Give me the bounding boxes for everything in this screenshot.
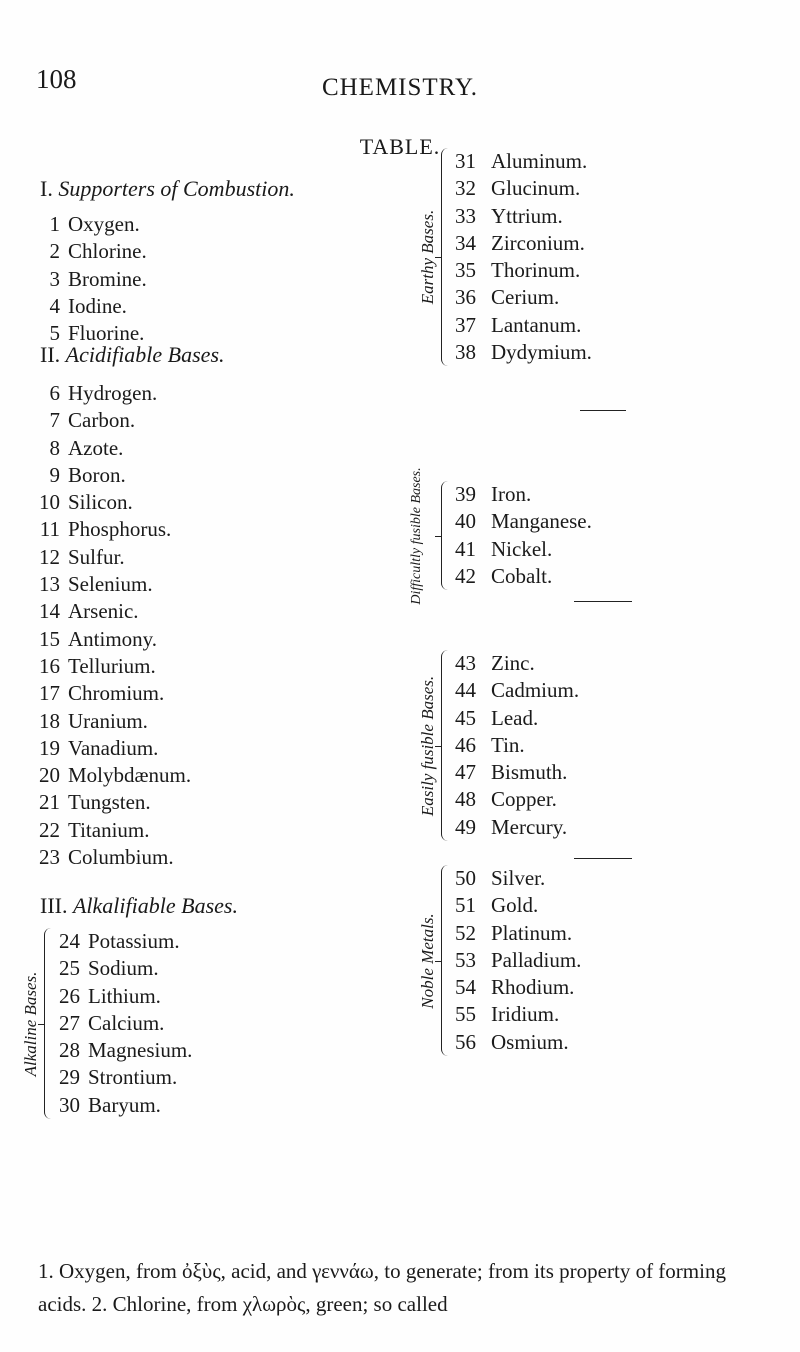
easily-fusible-group [415,650,579,841]
element-name: Carbon. [68,408,136,433]
element-row [455,230,592,257]
element-name: Hydrogen. [68,381,158,405]
element-row [38,735,191,762]
element-name: Oxygen. [68,212,140,236]
element-name: Columbium. [68,845,174,870]
element-row [455,257,592,284]
element-name: Platinum. [491,920,573,945]
section-1-title: Supporters of Combustion. [58,176,295,201]
element-row [38,407,191,434]
element-number: 13 [39,572,60,597]
section-1-prefix: I. [40,176,53,201]
element-name: Potassium. [88,929,180,953]
element-row [455,677,579,704]
element-name: Azote. [68,435,124,460]
element-name: Thorinum. [491,258,581,283]
element-name: Calcium. [88,1010,165,1035]
element-name: Chromium. [68,681,165,706]
element-name: Palladium. [491,947,582,972]
difficultly-fusible-label: Difficultly fusible Bases. [409,466,424,605]
element-row [455,974,581,1001]
element-row [455,563,592,590]
element-number: 47 [455,760,476,785]
element-row [38,653,191,680]
element-name: Iron. [491,482,532,506]
element-name: Chlorine. [68,239,147,264]
element-number: 38 [455,340,476,365]
alkaline-bases-brace [44,928,54,1119]
page-number: 108 [36,64,77,94]
element-row [38,211,147,238]
noble-metals-list [455,865,581,1056]
element-number: 48 [455,787,476,812]
element-name: Zinc. [491,651,535,675]
element-number: 25 [59,956,80,981]
element-row [455,1001,581,1028]
element-name: Gold. [491,893,539,918]
element-row [58,1037,192,1064]
element-row [38,708,191,735]
element-name: Baryum. [88,1092,161,1117]
element-name: Cerium. [491,285,560,310]
element-number: 2 [49,239,60,264]
element-number: 19 [39,735,60,760]
element-row [38,626,191,653]
element-name: Mercury. [491,814,568,839]
element-row [58,1010,192,1037]
element-row [455,920,581,947]
element-number: 45 [455,705,476,730]
element-name: Lantanum. [491,312,582,337]
section-3-title: Alkalifiable Bases. [72,893,238,918]
section-2-prefix: II. [40,342,61,367]
element-number: 35 [455,258,476,283]
section-3-list [58,928,192,1119]
divider-rule [574,858,632,859]
element-name: Iridium. [491,1002,560,1027]
element-number: 18 [39,708,60,733]
section-3-heading [40,893,238,919]
element-name: Tin. [491,732,525,757]
element-name: Vanadium. [68,735,159,760]
element-row [38,789,191,816]
element-row [38,844,191,871]
element-number: 10 [39,490,60,515]
element-name: Tellurium. [68,653,156,678]
element-number: 53 [455,947,476,972]
section-1-list [38,211,147,347]
element-row [455,339,592,366]
element-row [38,462,191,489]
element-row [38,762,191,789]
earthy-bases-label: Earthy Bases. [418,209,437,305]
element-number: 21 [39,790,60,815]
element-name: Antimony. [68,626,158,651]
element-row [455,650,579,677]
element-name: Magnesium. [88,1038,193,1063]
element-row [58,955,192,982]
alkaline-bases-label: Alkaline Bases. [21,971,40,1076]
element-name: Sodium. [88,956,159,981]
element-number: 5 [49,321,60,346]
element-number: 4 [49,293,60,318]
element-name: Cobalt. [491,563,553,588]
element-row [455,786,579,813]
element-row [38,571,191,598]
element-number: 8 [49,435,60,460]
element-row [455,732,579,759]
element-number: 49 [455,814,476,839]
element-row [38,489,191,516]
element-name: Silver. [491,866,546,890]
footnote: 1. Oxygen, from ὀξὺς, acid, and γεννάω, to generate; from its property of forming acids. 2. Chlorine, from χλωρὸς, green; so called [38,1259,726,1316]
element-name: Aluminum. [491,149,588,173]
table-title: TABLE. [359,134,441,159]
element-number: 28 [59,1038,80,1063]
element-row [455,508,592,535]
alkaline-bases-group [18,928,192,1119]
element-number: 26 [59,983,80,1008]
element-number: 34 [455,230,476,255]
earthy-bases-group [415,148,592,366]
element-name: Yttrium. [491,203,563,228]
section-2-list [38,380,191,871]
running-title: CHEMISTRY. [321,74,479,101]
element-row [58,1064,192,1091]
element-number: 46 [455,732,476,757]
element-row [455,865,581,892]
easily-fusible-label: Easily fusible Bases. [418,675,437,816]
element-number: 11 [39,517,60,542]
element-name: Phosphorus. [68,517,172,542]
element-row [455,481,592,508]
element-number: 37 [455,312,476,337]
element-name: Uranium. [68,708,148,733]
element-row [455,892,581,919]
element-row [455,312,592,339]
element-number: 22 [39,817,60,842]
element-number: 42 [455,563,476,588]
element-row [38,544,191,571]
element-number: 33 [455,203,476,228]
element-row [58,983,192,1010]
element-row [58,1092,192,1119]
element-row [455,1029,581,1056]
element-name: Osmium. [491,1029,569,1054]
element-number: 50 [455,866,476,890]
element-row [38,817,191,844]
element-number: 56 [455,1029,476,1054]
element-row [38,380,191,407]
element-number: 27 [59,1010,80,1035]
element-name: Silicon. [68,490,133,515]
element-name: Fluorine. [68,321,145,346]
element-name: Sulfur. [68,544,125,569]
divider-rule [580,410,626,411]
element-row [38,266,147,293]
element-number: 16 [39,653,60,678]
element-name: Zirconium. [491,230,585,255]
element-row [455,759,579,786]
element-number: 17 [39,681,60,706]
element-number: 23 [39,845,60,870]
section-2-title: Acidifiable Bases. [65,342,225,367]
section-2-heading [40,342,225,368]
element-number: 55 [455,1002,476,1027]
element-row [455,814,579,841]
element-number: 6 [49,381,60,405]
easily-fusible-list [455,650,579,841]
noble-metals-brace [441,865,451,1056]
section-3-prefix: III. [40,893,68,918]
element-name: Cadmium. [491,678,580,703]
element-name: Boron. [68,462,126,487]
element-number: 7 [49,408,60,433]
element-name: Manganese. [491,509,592,534]
element-name: Iodine. [68,293,127,318]
element-row [38,516,191,543]
element-name: Selenium. [68,572,153,597]
element-number: 30 [59,1092,80,1117]
element-name: Bismuth. [491,760,568,785]
difficultly-fusible-brace [441,481,451,590]
element-number: 29 [59,1065,80,1090]
earthy-bases-brace [441,148,451,366]
element-number: 41 [455,536,476,561]
noble-metals-label: Noble Metals. [418,912,437,1009]
element-number: 12 [39,544,60,569]
noble-metals-group [415,865,581,1056]
element-name: Nickel. [491,536,553,561]
element-row [38,598,191,625]
element-number: 32 [455,176,476,201]
element-number: 9 [49,462,60,487]
difficultly-fusible-group [393,466,592,605]
element-number: 20 [39,763,60,788]
element-name: Copper. [491,787,557,812]
difficultly-fusible-list [455,481,592,590]
element-row [455,705,579,732]
element-row [38,238,147,265]
earthy-bases-list [455,148,592,366]
element-number: 36 [455,285,476,310]
element-name: Titanium. [68,817,150,842]
element-name: Lead. [491,705,539,730]
element-number: 31 [455,149,476,173]
element-number: 44 [455,678,476,703]
element-number: 24 [59,929,80,953]
section-1-heading [40,176,295,202]
element-row [38,680,191,707]
element-number: 3 [49,266,60,291]
element-number: 52 [455,920,476,945]
element-row [58,928,192,955]
element-row [455,284,592,311]
element-number: 51 [455,893,476,918]
element-number: 1 [49,212,60,236]
element-name: Rhodium. [491,975,575,1000]
element-number: 14 [39,599,60,624]
element-row [455,175,592,202]
divider-rule [574,601,632,602]
element-row [455,203,592,230]
element-row [38,293,147,320]
element-row [455,947,581,974]
element-name: Lithium. [88,983,161,1008]
element-number: 39 [455,482,476,506]
element-name: Strontium. [88,1065,178,1090]
element-name: Dydymium. [491,340,592,365]
element-number: 43 [455,651,476,675]
element-name: Bromine. [68,266,147,291]
element-name: Glucinum. [491,176,581,201]
element-row [38,435,191,462]
element-number: 54 [455,975,476,1000]
element-name: Arsenic. [68,599,139,624]
element-row [455,148,592,175]
element-name: Molybdænum. [68,763,192,788]
element-number: 40 [455,509,476,534]
easily-fusible-brace [441,650,451,841]
element-number: 15 [39,626,60,651]
element-row [455,536,592,563]
element-name: Tungsten. [68,790,151,815]
